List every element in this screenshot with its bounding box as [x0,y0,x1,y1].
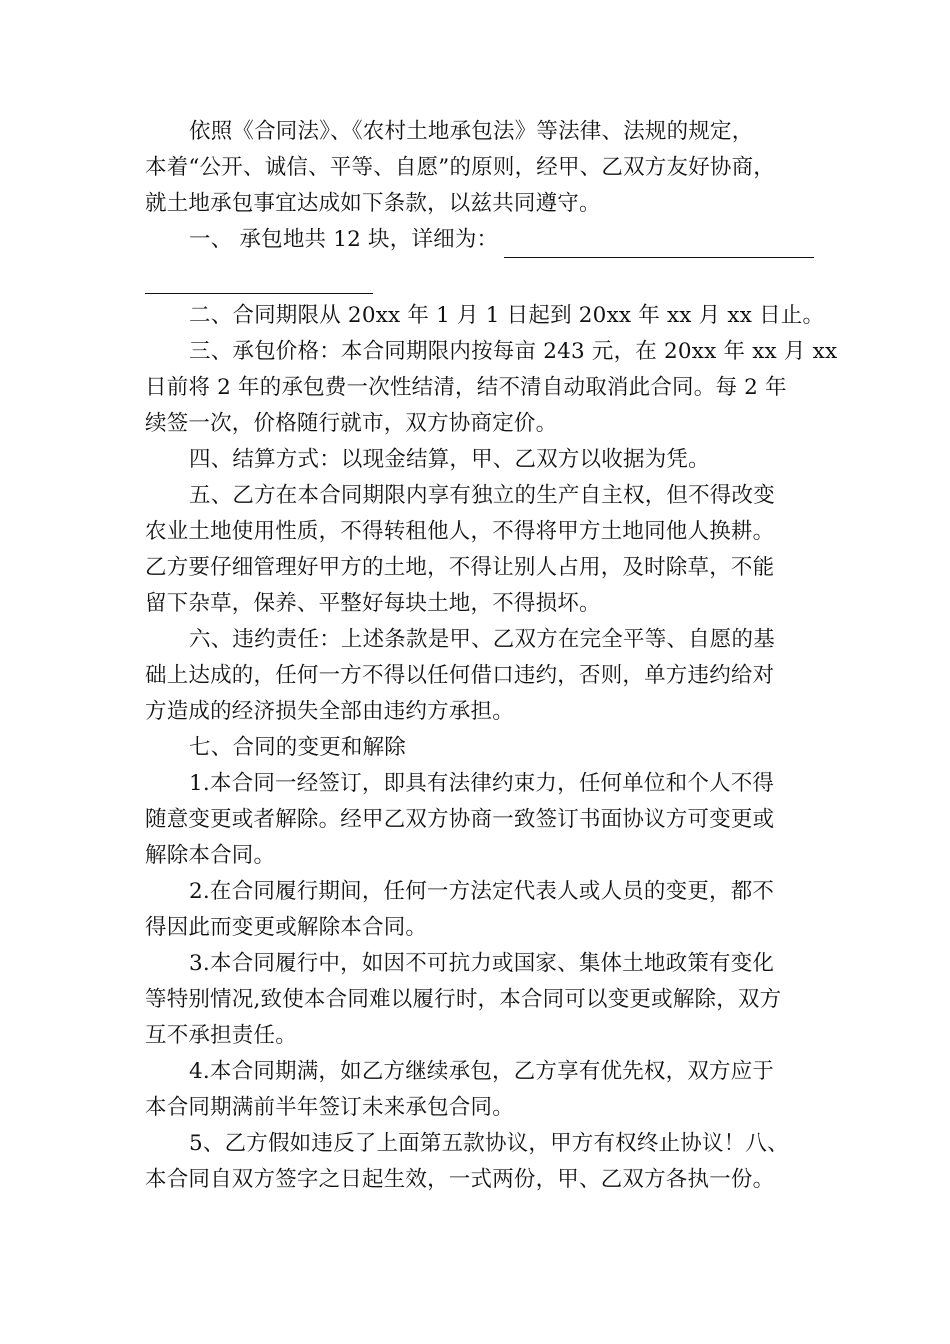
clause-7-item-4-line-1: 4.本合同期满，如乙方继续承包，乙方享有优先权，双方应于 [189,1059,775,1084]
clause-7-item-2-line-2: 得因此而变更或解除本合同。 [145,915,428,940]
paragraph-preamble-line-2: 本着“公开、诚信、平等、自愿”的原则，经甲、乙双方友好协商， [145,155,775,180]
clause-7-item-1-line-2: 随意变更或者解除。经甲乙双方协商一致签订书面协议方可变更或 [145,807,775,832]
clause-7-item-1-line-3: 解除本合同。 [145,843,276,868]
paragraph-preamble-line-1: 依照《合同法》、《农村土地承包法》等法律、法规的规定， [189,119,754,144]
clause-7-item-5-line-1: 5、乙方假如违反了上面第五款协议，甲方有权终止协议！八、 [189,1131,789,1156]
clause-1-line [145,222,815,258]
clause-5-line-3: 乙方要仔细管理好甲方的土地，不得让别人占用，及时除草，不能 [145,555,775,580]
clause-6-line-1: 六、违约责任：上述条款是甲、乙双方在完全平等、自愿的基 [189,627,775,652]
clause-5-line-4: 留下杂草，保养、平整好每块土地，不得损坏。 [145,591,601,616]
paragraph-preamble-line-3: 就土地承包事宜达成如下条款，以兹共同遵守。 [145,191,601,216]
clause-5-line-2: 农业土地使用性质，不得转租他人，不得将甲方土地同他人换耕。 [145,519,775,544]
clause-3-line-1: 三、承包价格：本合同期限内按每亩 243 元，在 20xx 年 xx 月 xx [189,339,838,364]
clause-7-item-3-line-3: 互不承担责任。 [145,1023,297,1048]
clause-5-line-1: 五、乙方在本合同期限内享有独立的生产自主权，但不得改变 [189,483,775,508]
fill-in-blank [504,231,814,258]
clause-7-item-2-line-1: 2.在合同履行期间，任何一方法定代表人或人员的变更，都不 [189,879,775,904]
clause-3-line-2: 日前将 2 年的承包费一次性结清，结不清自动取消此合同。每 2 年 [145,375,787,400]
clause-7-item-4-line-2: 本合同期满前半年签订未来承包合同。 [145,1095,514,1120]
clause-6-line-2: 础上达成的，任何一方不得以任何借口违约，否则，单方违约给对 [145,663,775,688]
clause-7-item-3-line-2: 等特别情况,致使本合同难以履行时，本合同可以变更或解除，双方 [145,987,782,1012]
document-body [145,114,838,1198]
fill-in-blank [145,267,373,294]
clause-4: 四、结算方式：以现金结算，甲、乙双方以收据为凭。 [189,447,710,472]
clause-8-line: 本合同自双方签字之日起生效，一式两份，甲、乙双方各执一份。 [145,1167,775,1192]
clause-7-heading: 七、合同的变更和解除 [189,735,407,760]
clause-2: 二、合同期限从 20xx 年 1 月 1 日起到 20xx 年 xx 月 xx 日止。 [189,303,825,328]
clause-7-item-3-line-1: 3.本合同履行中，如因不可抗力或国家、集体土地政策有变化 [189,951,775,976]
clause-7-item-1-line-1: 1.本合同一经签订，即具有法律约束力，任何单位和个人不得 [189,771,775,796]
clause-1-text: 一、 承包地共 12 块，详细为： [189,227,499,252]
clause-6-line-3: 方造成的经济损失全部由违约方承担。 [145,699,514,724]
clause-3-line-3: 续签一次，价格随行就市，双方协商定价。 [145,411,558,436]
clause-1-blank-continuation [145,258,815,294]
